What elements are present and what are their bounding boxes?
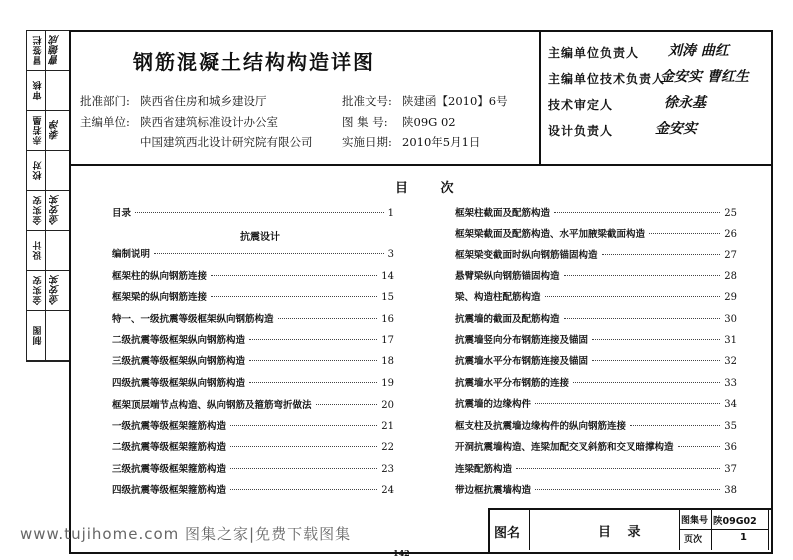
atlas-no-label: 图 集 号:	[342, 115, 388, 129]
signature-handwriting: 金安实 曹红生	[660, 69, 749, 85]
toc-entry[interactable]	[455, 268, 737, 282]
toc-entry-page: 19	[381, 378, 394, 389]
toc-entry[interactable]	[455, 439, 737, 453]
toc-leader-dots	[516, 468, 720, 469]
toc-entry-page: 36	[724, 442, 737, 453]
side-cell	[27, 71, 70, 111]
toc-entry-page: 37	[724, 464, 737, 475]
side-cell-divider	[45, 111, 46, 150]
title-block-page-value: 1	[740, 532, 747, 543]
toc-entry[interactable]	[455, 247, 737, 261]
toc-leader-dots	[678, 446, 721, 447]
toc-entry-page: 31	[724, 335, 737, 346]
toc-entry-page: 26	[724, 229, 737, 240]
signature-handwriting: 金安实	[655, 121, 697, 137]
side-cell-signature	[47, 315, 65, 356]
toc-leader-dots	[249, 382, 377, 383]
toc-entry-page: 1	[387, 208, 394, 219]
toc-leader-dots	[230, 489, 377, 490]
toc-entry-page: 28	[724, 271, 737, 282]
side-cell-signature	[47, 75, 65, 106]
toc-leader-dots	[535, 403, 720, 404]
chief-unit-value: 陕西省建筑标准设计办公室	[140, 115, 278, 129]
toc-leader-dots	[249, 339, 377, 340]
toc-entry-page: 14	[381, 271, 394, 282]
side-cell-label: 金实安	[33, 275, 44, 306]
side-cell	[27, 151, 70, 191]
toc-entry-page: 29	[724, 292, 737, 303]
toc-leader-dots	[630, 425, 720, 426]
signature-role: 主编单位负责人	[548, 46, 640, 60]
side-cell-divider	[45, 191, 46, 230]
toc-leader-dots	[564, 275, 721, 276]
toc-entry-title: 四级抗震等级框架纵向钢筋构造	[112, 378, 246, 389]
title-block-atlas-value: 陕09G02	[713, 516, 757, 527]
side-cell	[27, 31, 70, 71]
side-cell-signature: 金安实	[50, 275, 62, 306]
toc-entry-title: 目录	[112, 208, 132, 219]
side-cell	[27, 111, 70, 151]
toc-section-label: 抗震设计	[240, 232, 280, 243]
side-cell-divider	[45, 31, 46, 70]
side-cell-signature: 曹德成	[50, 35, 62, 66]
side-cell-label: 金实安	[33, 195, 44, 226]
signature-handwriting: 刘涛 曲红	[668, 43, 729, 59]
toc-entry[interactable]	[455, 332, 737, 346]
impl-date-value: 2010年5月1日	[402, 135, 481, 149]
toc-entry-page: 15	[381, 292, 394, 303]
toc-entry[interactable]	[455, 482, 737, 496]
toc-entry-page: 16	[381, 314, 394, 325]
signature-handwriting: 徐永基	[664, 95, 706, 111]
toc-entry-page: 34	[724, 399, 737, 410]
side-cell-label: 设计	[33, 240, 44, 261]
toc-entry[interactable]	[112, 418, 394, 432]
toc-entry-page: 33	[724, 378, 737, 389]
toc-entry-page: 24	[381, 485, 394, 496]
toc-entry-title: 抗震墙水平分布钢筋连接及锚固	[455, 356, 589, 367]
toc-leader-dots	[230, 468, 377, 469]
toc-entry[interactable]	[112, 482, 394, 496]
toc-leader-dots	[211, 296, 377, 297]
toc-entry-title: 二级抗震等级框架纵向钢筋构造	[112, 335, 246, 346]
toc-leader-dots	[564, 318, 721, 319]
toc-entry-title: 三级抗震等级框架箍筋构造	[112, 464, 227, 475]
toc-entry-page: 27	[724, 250, 737, 261]
toc-entry[interactable]	[112, 246, 394, 260]
toc-entry[interactable]	[455, 226, 737, 240]
toc-leader-dots	[545, 296, 721, 297]
side-cell	[27, 231, 70, 271]
approve-no-value: 陕建函【2010】6号	[402, 94, 508, 108]
toc-entry-page: 18	[381, 356, 394, 367]
toc-leader-dots	[592, 360, 720, 361]
toc-entry-title: 框架柱的纵向钢筋连接	[112, 271, 208, 282]
toc-entry[interactable]	[112, 289, 394, 303]
toc-leader-dots	[249, 360, 377, 361]
toc-leader-dots	[278, 318, 378, 319]
side-cell-divider	[45, 231, 46, 270]
toc-entry-page: 20	[381, 400, 394, 411]
header-divider	[69, 164, 539, 166]
toc-entry[interactable]	[112, 205, 394, 219]
toc-entry[interactable]	[455, 289, 737, 303]
toc-entry-title: 连梁配筋构造	[455, 464, 513, 475]
toc-entry[interactable]	[112, 461, 394, 475]
toc-entry[interactable]	[455, 396, 737, 410]
toc-entry-page: 38	[724, 485, 737, 496]
toc-entry-title: 编制说明	[112, 249, 151, 260]
toc-entry-title: 悬臂梁纵向钢筋锚固构造	[455, 271, 560, 282]
side-cell-label: 冒签栏	[33, 35, 44, 66]
side-cell-signature: 金安实	[50, 195, 62, 226]
toc-entry[interactable]	[112, 268, 394, 282]
toc-leader-dots	[554, 212, 720, 213]
toc-entry-page: 35	[724, 421, 737, 432]
toc-entry[interactable]	[455, 375, 737, 389]
toc-entry[interactable]	[455, 461, 737, 475]
title-block-page-label: 页次	[684, 535, 703, 545]
toc-heading: 目 次	[395, 181, 468, 196]
toc-leader-dots	[230, 446, 377, 447]
toc-entry-page: 22	[381, 442, 394, 453]
side-cell-label: 赤若墨	[33, 115, 44, 146]
side-cell-divider	[45, 271, 46, 310]
side-cell-signature	[47, 235, 65, 266]
approve-dept-value: 陕西省住房和城乡建设厅	[140, 94, 267, 108]
side-cell-divider	[45, 311, 46, 360]
page-title: 钢筋混凝土结构构造详图	[133, 50, 375, 74]
toc-entry-title: 框架顶层端节点构造、纵向钢筋及箍筋弯折做法	[112, 400, 312, 411]
toc-leader-dots	[135, 212, 384, 213]
toc-entry-title: 框支柱及抗震墙边缘构件的纵向钢筋连接	[455, 421, 627, 432]
toc-entry-page: 21	[381, 421, 394, 432]
toc-leader-dots	[573, 382, 720, 383]
side-cell	[27, 311, 70, 361]
signature-role: 技术审定人	[548, 98, 614, 112]
toc-entry-title: 三级抗震等级框架纵向钢筋构造	[112, 356, 246, 367]
toc-entry-title: 抗震墙水平分布钢筋的连接	[455, 378, 570, 389]
toc-entry-title: 一级抗震等级框架箍筋构造	[112, 421, 227, 432]
toc-leader-dots	[230, 425, 377, 426]
toc-entry-title: 四级抗震等级框架箍筋构造	[112, 485, 227, 496]
toc-leader-dots	[602, 254, 721, 255]
signature-role: 设计负责人	[548, 124, 614, 138]
toc-entry-title: 框架梁的纵向钢筋连接	[112, 292, 208, 303]
toc-entry-title: 梁、构造柱配筋构造	[455, 292, 541, 303]
side-cell-divider	[45, 151, 46, 190]
side-cell-divider	[45, 71, 46, 110]
toc-entry[interactable]	[112, 353, 394, 367]
toc-leader-dots	[592, 339, 720, 340]
toc-entry-title: 带边框抗震墙构造	[455, 485, 532, 496]
toc-entry-title: 框架梁变截面时纵向钢筋锚固构造	[455, 250, 598, 261]
toc-entry[interactable]	[455, 353, 737, 367]
side-cell-signature	[47, 155, 65, 186]
toc-entry-title: 框架梁截面及配筋构造、水平加腋梁截面构造	[455, 229, 646, 240]
toc-leader-dots	[649, 233, 720, 234]
toc-entry-title: 抗震墙的边缘构件	[455, 399, 532, 410]
toc-entry-title: 特一、一级抗震等级框架纵向钢筋构造	[112, 314, 274, 325]
chief-unit-label: 主编单位:	[80, 115, 130, 129]
side-cell-signature: 泰淳	[50, 120, 62, 141]
toc-entry-page: 3	[387, 249, 394, 260]
toc-leader-dots	[211, 275, 377, 276]
side-cell	[27, 191, 70, 231]
toc-entry-page: 23	[381, 464, 394, 475]
toc-entry-title: 框架柱截面及配筋构造	[455, 208, 551, 219]
toc-entry[interactable]	[112, 375, 394, 389]
toc-entry[interactable]	[455, 311, 737, 325]
side-cell-label: 校对	[33, 160, 44, 181]
approve-dept-label: 批准部门:	[80, 94, 130, 108]
toc-entry[interactable]	[112, 311, 394, 325]
signature-role: 主编单位技术负责人	[548, 72, 666, 86]
toc-entry-title: 开洞抗震墙构造、连梁加配交叉斜筋和交叉暗撑构造	[455, 442, 674, 453]
page-number: 142	[393, 548, 410, 558]
title-block-atlas-label: 图集号	[681, 516, 709, 526]
toc-entry-title: 抗震墙竖向分布钢筋连接及锚固	[455, 335, 589, 346]
toc-leader-dots	[316, 404, 378, 405]
toc-entry-title: 抗震墙的截面及配筋构造	[455, 314, 560, 325]
watermark: www.tujihome.com 图集之家|免费下载图集	[20, 525, 352, 543]
chief-unit-value-2: 中国建筑西北设计研究院有限公司	[140, 135, 313, 149]
title-block-name-value: 目 录	[598, 525, 647, 540]
title-block-name-label: 图名	[494, 526, 521, 541]
toc-entry[interactable]	[112, 397, 394, 411]
toc-leader-dots	[535, 489, 720, 490]
side-cell-label: 制图	[33, 325, 44, 346]
impl-date-label: 实施日期:	[342, 135, 392, 149]
toc-entry-page: 25	[724, 208, 737, 219]
toc-entry[interactable]	[112, 332, 394, 346]
side-cell-label: 审核	[33, 80, 44, 101]
toc-entry[interactable]	[455, 418, 737, 432]
toc-entry-page: 17	[381, 335, 394, 346]
atlas-no-value: 陕09G 02	[402, 115, 456, 129]
side-cell	[27, 271, 70, 311]
toc-entry-title: 二级抗震等级框架箍筋构造	[112, 442, 227, 453]
toc-leader-dots	[154, 253, 384, 254]
toc-entry[interactable]	[112, 439, 394, 453]
toc-entry-page: 30	[724, 314, 737, 325]
approve-no-label: 批准文号:	[342, 94, 392, 108]
toc-entry[interactable]	[455, 205, 737, 219]
toc-entry-page: 32	[724, 356, 737, 367]
